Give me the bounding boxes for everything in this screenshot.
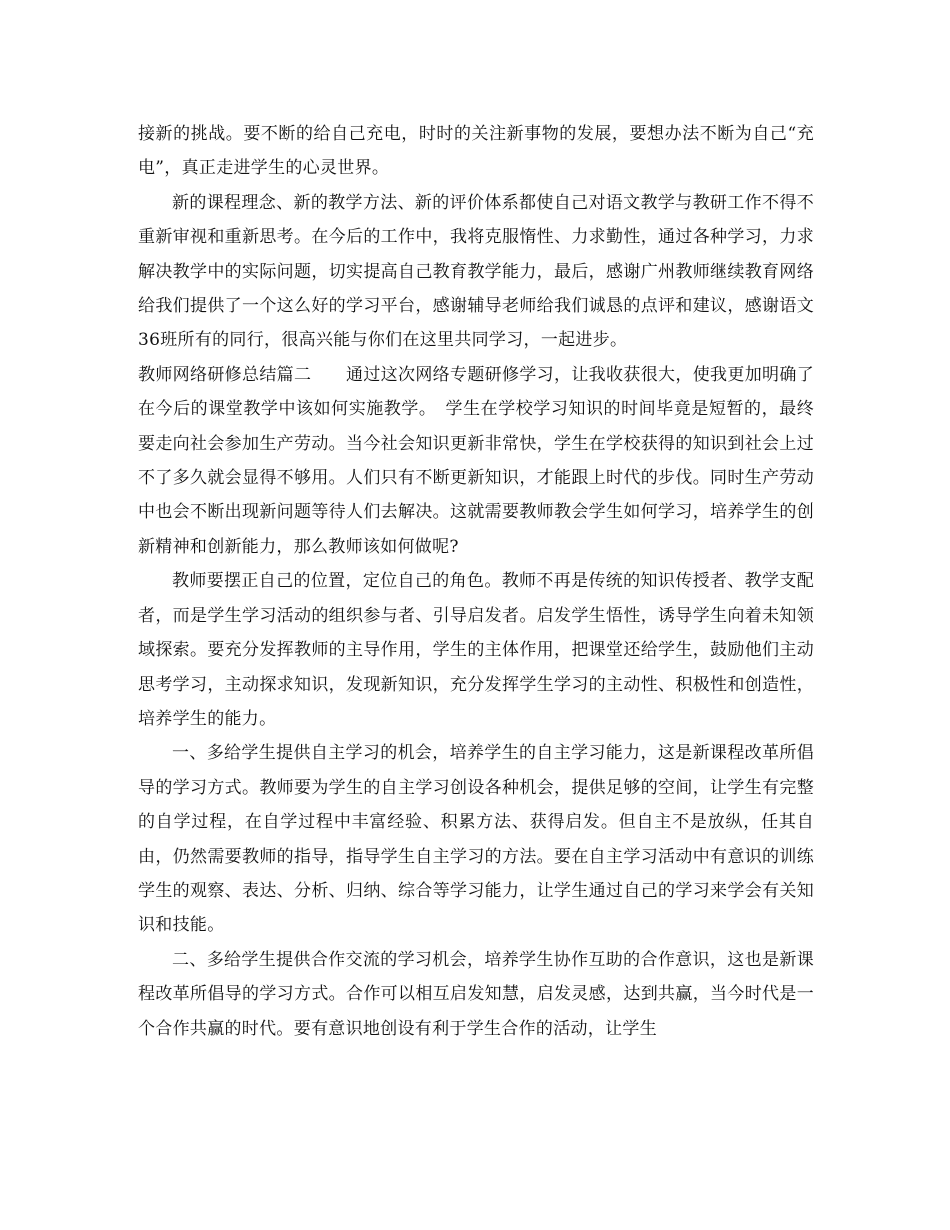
paragraph-1: 接新的挑战。要不断的给自己充电，时时的关注新事物的发展，要想办法不断为自己“充电”，真正走进学生的心灵世界。 bbox=[138, 124, 814, 179]
paragraph-6: 二、多给学生提供合作交流的学习机会，培养学生协作互助的合作意识，这也是新课程改革所倡导的学习方式。合作可以相互启发知慧，启发灵感，达到共赢，当今时代是一个合作共赢的时代。要有意识地创设有利于学生合作的活动，让学生 bbox=[138, 949, 814, 1039]
paragraph-2: 新的课程理念、新的教学方法、新的评价体系都使自己对语文教学与教研工作不得不重新审视和重新思考。在今后的工作中，我将克服惰性、力求勤性，通过各种学习，力求解决教学中的实际问题，切实提高自己教育教学能力，最后，感谢广州教师继续教育网络给我们提供了一个这么好的学习平台，感谢辅导老师给我们诚恳的点评和建议，感谢语文36班所有的同行，很高兴能与你们在这里共同学习，一起进步。 bbox=[138, 192, 814, 351]
paragraph-5: 一、多给学生提供自主学习的机会，培养学生的自主学习能力，这是新课程改革所倡导的学习方式。教师要为学生的自主学习创设各种机会，提供足够的空间，让学生有完整的自学过程，在自学过程中丰富经验、积累方法、获得启发。但自主不是放纵，任其自由，仍然需要教师的指导，指导学生自主学习的方法。要在自主学习活动中有意识的训练学生的观察、表达、分析、归纳、综合等学习能力，让学生通过自己的学习来学会有关知识和技能。 bbox=[138, 743, 814, 936]
paragraph-4: 教师要摆正自己的位置，定位自己的角色。教师不再是传统的知识传授者、教学支配者，而是学生学习活动的组织参与者、引导启发者。启发学生悟性，诱导学生向着未知领域探索。要充分发挥教师的主导作用，学生的主体作用，把课堂还给学生，鼓励他们主动思考学习，主动探求知识，发现新知识，充分发挥学生学习的主动性、积极性和创造性，培养学生的能力。 bbox=[138, 571, 814, 729]
document-body bbox=[138, 117, 814, 1046]
paragraph-3-section-heading: 教师网络研修总结篇二 通过这次网络专题研修学习，让我收获很大，使我更加明确了在今后的课堂教学中该如何实施教学。 学生在学校学习知识的时间毕竟是短暂的，最终要走向社会参加生产劳动。当今社会知识更新非常快，学生在学校获得的知识到社会上过不了多久就会显得不够用。人们只有不断更新知识，才能跟上时代的步伐。同时生产劳动中也会不断出现新问题等待人们去解决。这就需要教师教会学生如何学习，培养学生的创新精神和创新能力，那么教师该如何做呢? bbox=[138, 364, 814, 557]
